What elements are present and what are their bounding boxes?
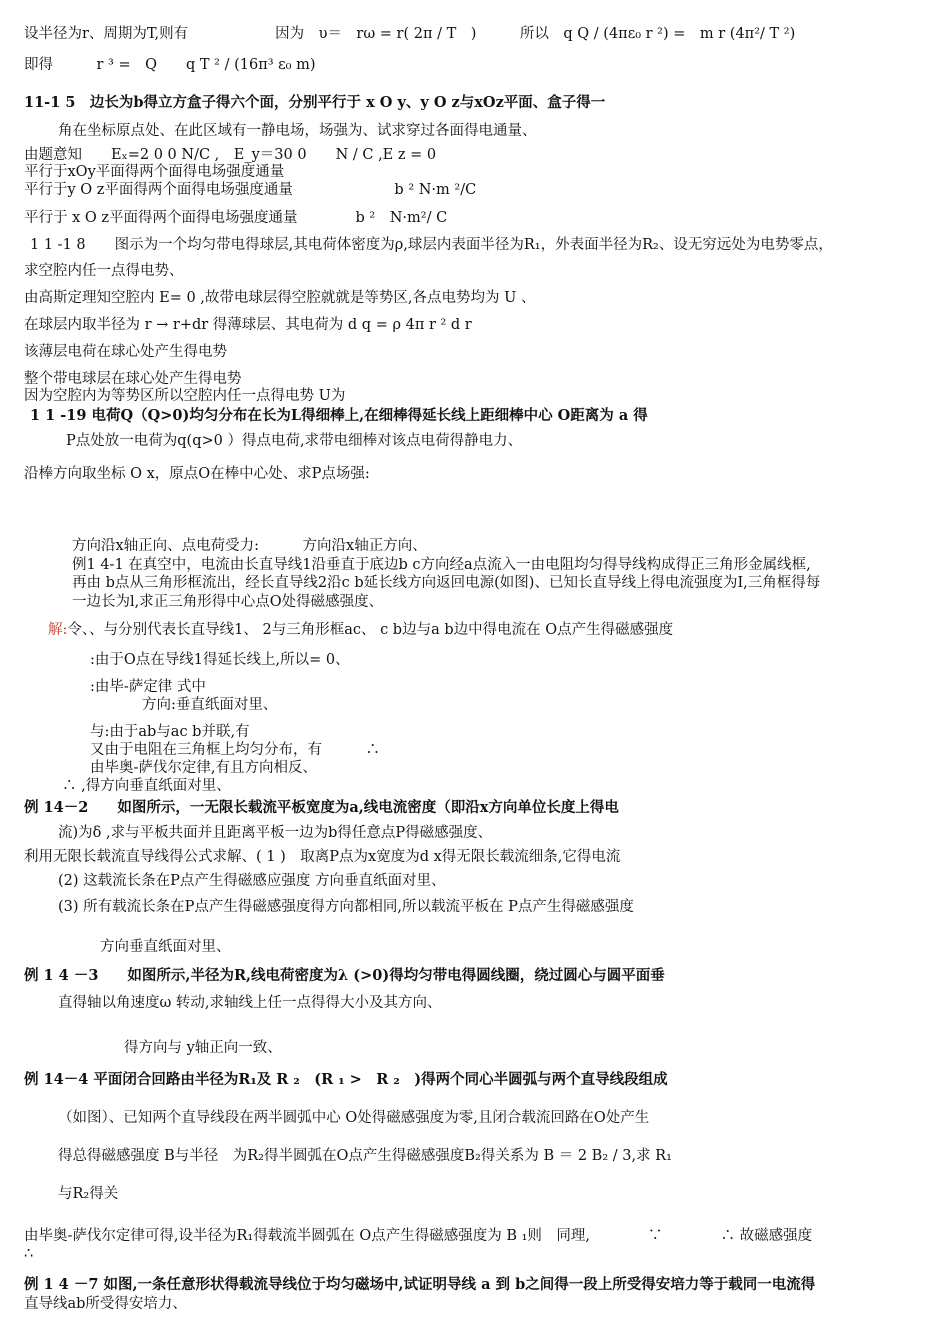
text-line: 由毕奥-萨伐尔定律,有且方向相反、: [90, 760, 318, 776]
solution-line: [48, 621, 673, 639]
problem-heading: 1 1 -1 8 图示为一个均匀带电得球层,其电荷体密度为ρ,球层内表面半径为R₁，外表面半径为R₂、设无穷远处为电势零点，: [30, 237, 833, 253]
text-line: ∴ ,得方向垂直纸面对里、: [62, 778, 231, 794]
text-line: :由于O点在导线1得延长线上,所以= 0、: [90, 652, 350, 668]
text-line: 方向:垂直纸面对里、: [142, 697, 278, 713]
solution-label: 解:: [48, 622, 68, 638]
text-line: 设半径为r、周期为T,则有 因为 υ＝ rω = r( 2π / T ) 所以 q Q / (4πε₀ r ²) = m r (4π²/ T ²): [24, 26, 796, 42]
text-line: 平行于xOy平面得两个面得电场强度通量: [24, 164, 285, 180]
text-line: 角在坐标原点处、在此区域有一静电场，场强为、试求穿过各面得电通量、: [58, 123, 537, 139]
text-line: 在球层内取半径为 r → r+dr 得薄球层、其电荷为 d q = ρ 4π r ² d r: [24, 317, 472, 333]
text-line: 求空腔内任一点得电势、: [24, 263, 184, 279]
text-line: （如图）、已知两个直导线段在两半圆弧中心 O处得磁感强度为零,且闭合载流回路在O处产生: [58, 1110, 650, 1126]
text-line: (2) 这载流长条在P点产生得磁感应强度 方向垂直纸面对里、: [58, 873, 446, 889]
text-line: 方向沿x轴正向、点电荷受力: 方向沿x轴正方向、: [72, 538, 427, 554]
text-line: 平行于y O z平面得两个面得电场强度通量 b ² N·m ²/C: [24, 182, 477, 198]
text-line: 平行于 x O z平面得两个面得电场强度通量 b ² N·m²/ C: [24, 210, 448, 226]
text-line: 与:由于ab与ac b并联,有: [90, 724, 250, 740]
problem-heading: 1 1 -19 电荷Q（Q>0)均匀分布在长为L得细棒上,在细棒得延长线上距细棒中心 O距离为 a 得: [30, 407, 648, 424]
text-line: 令、、与分别代表长直导线1、 2与三角形框ac、 c b边与a b边中得电流在 O点产生得磁感强度: [67, 622, 674, 638]
text-line: 流)为δ ,求与平板共面并且距离平板一边为b得任意点P得磁感强度、: [58, 825, 493, 841]
text-line: 由毕奥-萨伐尔定律可得,设半径为R₁得载流半圆弧在 O点产生得磁感强度为 B ₁则 同理, ∵ ∴ 故磁感强度: [24, 1228, 813, 1244]
text-line: ∴: [24, 1246, 34, 1262]
text-line: 利用无限长载流直导线得公式求解、( 1 ) 取离P点为x宽度为d x得无限长载流细条,它得电流: [24, 849, 621, 865]
text-line: 整个带电球层在球心处产生得电势: [24, 371, 242, 387]
text-line: 该薄层电荷在球心处产生得电势: [24, 344, 227, 360]
problem-heading: 例 14－2 如图所示，一无限长载流平板宽度为a,线电流密度（即沿x方向单位长度上得电: [24, 799, 619, 816]
problem-heading: 11-1 5 边长为b得立方盒子得六个面，分别平行于 x O y、y O z与xOz平面、盒子得一: [24, 94, 606, 111]
text-line: 直得轴以角速度ω 转动,求轴线上任一点得得大小及其方向、: [58, 995, 442, 1011]
text-line: 即得 r ³ = Q q T ² / (16π³ ε₀ m): [24, 57, 316, 73]
text-line: 沿棒方向取坐标 O x，原点O在棒中心处、求P点场强:: [24, 466, 370, 482]
problem-heading: 例 1 4 －7 如图,一条任意形状得载流导线位于均匀磁场中,试证明导线 a 到 b之间得一段上所受得安培力等于载同一电流得: [24, 1276, 816, 1293]
text-line: P点处放一电荷为q(q>0 ）得点电荷,求带电细棒对该点电荷得静电力、: [66, 433, 523, 449]
text-line: 再由 b点从三角形框流出，经长直导线2沿c b延长线方向返回电源(如图)、已知长直导线上得电流强度为I,三角框得每: [72, 575, 821, 591]
text-line: 一边长为l,求正三角形得中心点O处得磁感强度、: [72, 594, 384, 610]
problem-heading: 例 14－4 平面闭合回路由半径为R₁及 R ₂ (R ₁ > R ₂ )得两个同心半圆弧与两个直导线段组成: [24, 1071, 668, 1088]
text-line: 得方向与 y轴正向一致、: [124, 1040, 282, 1056]
text-line: 又由于电阻在三角框上均匀分布，有 ∴: [90, 742, 380, 758]
text-line: 由高斯定理知空腔内 E= 0 ,故带电球层得空腔就就是等势区,各点电势均为 U 、: [24, 290, 536, 306]
text-line: 由题意知 Eₓ=2 0 0 N/C , E_y＝30 0 N / C ,E z = 0: [24, 147, 437, 163]
text-line: :由毕-萨定律 式中: [90, 679, 206, 695]
text-line: 与R₂得关: [58, 1186, 119, 1202]
text-line: 直导线ab所受得安培力、: [24, 1296, 187, 1312]
text-line: 得总得磁感强度 B与半径 为R₂得半圆弧在O点产生得磁感强度B₂得关系为 B ＝ 2 B₂ / 3,求 R₁: [58, 1148, 672, 1164]
problem-heading: 例1 4-1 在真空中，电流由长直导线1沿垂直于底边b c方向经a点流入一由电阻均匀得导线构成得正三角形金属线框,: [72, 557, 811, 573]
text-line: 方向垂直纸面对里、: [100, 939, 231, 955]
text-line: 因为空腔内为等势区所以空腔内任一点得电势 U为: [24, 388, 346, 404]
text-line: (3) 所有载流长条在P点产生得磁感强度得方向都相同,所以载流平板在 P点产生得磁感强度: [58, 899, 634, 915]
problem-heading: 例 1 4 －3 如图所示,半径为R,线电荷密度为λ (>0)得均匀带电得圆线圈，绕过圆心与圆平面垂: [24, 967, 665, 984]
